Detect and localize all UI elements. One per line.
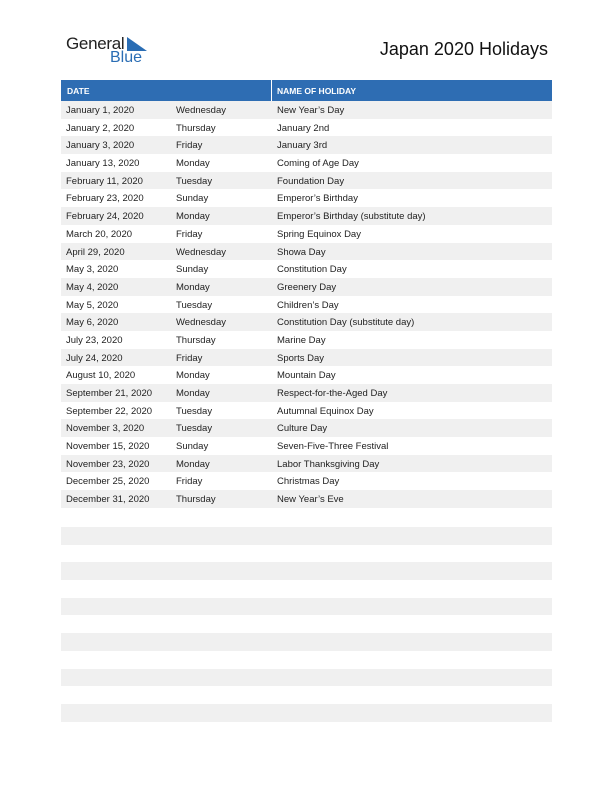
holiday-weekday: Monday: [176, 458, 210, 470]
holiday-date: November 23, 2020: [66, 458, 150, 470]
table-row: [61, 136, 552, 154]
holiday-weekday: Monday: [176, 388, 210, 399]
holiday-date: May 6, 2020: [66, 317, 119, 329]
holiday-weekday: Wednesday: [176, 246, 226, 258]
holiday-date: December 31, 2020: [66, 494, 150, 506]
holiday-weekday: Monday: [176, 370, 210, 382]
empty-row: [61, 651, 552, 669]
logo-word-blue: Blue: [110, 49, 143, 66]
holiday-name: Labor Thanksgiving Day: [277, 458, 380, 470]
empty-row: [61, 598, 552, 616]
empty-row: [61, 633, 552, 651]
holiday-date: July 24, 2020: [66, 352, 123, 364]
holiday-weekday: Tuesday: [176, 423, 213, 435]
holiday-name: Autumnal Equinox Day: [277, 405, 374, 417]
header-name-of-holiday: NAME OF HOLIDAY: [277, 86, 357, 96]
holiday-date: July 23, 2020: [66, 334, 123, 346]
table-row: [61, 154, 552, 172]
table-row: [61, 278, 552, 296]
holiday-date: January 3, 2020: [66, 140, 135, 152]
holiday-weekday: Wednesday: [176, 105, 226, 116]
holiday-name: Mountain Day: [277, 370, 336, 382]
holiday-date: April 29, 2020: [66, 246, 125, 258]
holiday-name: Respect-for-the-Aged Day: [277, 388, 388, 399]
table-header: [61, 80, 552, 101]
holiday-weekday: Monday: [176, 281, 210, 293]
holiday-date: March 20, 2020: [66, 228, 133, 240]
logo: [66, 34, 156, 68]
holiday-name: New Year’s Day: [277, 105, 345, 116]
empty-row: [61, 686, 552, 704]
holiday-weekday: Sunday: [176, 193, 209, 205]
holiday-weekday: Friday: [176, 140, 203, 152]
empty-row: [61, 580, 552, 598]
holiday-name: Culture Day: [277, 423, 328, 435]
table-body: [61, 101, 552, 508]
table-row: [61, 472, 552, 490]
holiday-name: Spring Equinox Day: [277, 228, 361, 240]
table-row: [61, 402, 552, 420]
holiday-weekday: Tuesday: [176, 175, 213, 187]
table-row: [61, 384, 552, 402]
table-row: [61, 437, 552, 455]
holiday-name: Marine Day: [277, 334, 326, 346]
holiday-weekday: Thursday: [176, 122, 216, 134]
holiday-name: Greenery Day: [277, 281, 337, 293]
table-row: [61, 419, 552, 437]
holiday-date: November 15, 2020: [66, 441, 150, 453]
table-row: [61, 119, 552, 137]
holiday-name: New Year’s Eve: [277, 494, 344, 506]
header-date: DATE: [67, 86, 90, 96]
holiday-weekday: Tuesday: [176, 299, 213, 311]
table-row: [61, 101, 552, 119]
table-row: [61, 189, 552, 207]
holiday-weekday: Monday: [176, 211, 210, 223]
holiday-date: November 3, 2020: [66, 423, 145, 435]
holiday-date: January 13, 2020: [66, 158, 140, 170]
page-title: Japan 2020 Holidays: [379, 39, 548, 59]
empty-row: [61, 704, 552, 722]
holiday-name: Coming of Age Day: [277, 158, 359, 170]
table-row: [61, 313, 552, 331]
holiday-weekday: Thursday: [176, 494, 216, 506]
empty-row: [61, 615, 552, 633]
table-row: [61, 349, 552, 367]
holiday-date: December 25, 2020: [66, 476, 150, 488]
empty-row: [61, 669, 552, 687]
table-row: [61, 490, 552, 508]
holiday-date: May 3, 2020: [66, 264, 119, 276]
table-row: [61, 331, 552, 349]
table-row: [61, 243, 552, 261]
holiday-weekday: Friday: [176, 352, 203, 364]
table-row: [61, 172, 552, 190]
holiday-name: Seven-Five-Three Festival: [277, 441, 389, 453]
holiday-weekday: Thursday: [176, 334, 216, 346]
holiday-name: Emperor’s Birthday: [277, 193, 358, 205]
table-row: [61, 296, 552, 314]
holiday-date: September 21, 2020: [66, 388, 153, 399]
holiday-name: January 2nd: [277, 122, 330, 134]
holiday-weekday: Wednesday: [176, 317, 226, 329]
empty-rows: [61, 527, 552, 722]
holiday-name: Sports Day: [277, 352, 324, 364]
holiday-name: Christmas Day: [277, 476, 340, 488]
holiday-date: May 5, 2020: [66, 299, 119, 311]
holiday-date: August 10, 2020: [66, 370, 136, 382]
holiday-date: February 23, 2020: [66, 193, 144, 205]
holiday-weekday: Friday: [176, 228, 203, 240]
holiday-name: Showa Day: [277, 246, 326, 258]
table-row: [61, 455, 552, 473]
holiday-date: February 11, 2020: [66, 175, 143, 187]
holiday-date: January 1, 2020: [66, 105, 135, 116]
table-row: [61, 260, 552, 278]
holiday-date: January 2, 2020: [66, 122, 135, 134]
holiday-name: Foundation Day: [277, 175, 345, 187]
holiday-date: September 22, 2020: [66, 405, 153, 417]
holiday-date: May 4, 2020: [66, 281, 119, 293]
holiday-name: Emperor’s Birthday (substitute day): [277, 211, 426, 223]
holiday-weekday: Friday: [176, 476, 203, 488]
empty-row: [61, 545, 552, 563]
holiday-date: February 24, 2020: [66, 211, 144, 223]
header-divider: [271, 80, 272, 101]
table-row: [61, 366, 552, 384]
holiday-name: Children’s Day: [277, 299, 339, 311]
holiday-table: [61, 80, 552, 508]
holiday-name: Constitution Day (substitute day): [277, 317, 415, 329]
logo-word-general: General: [66, 34, 125, 53]
holiday-weekday: Tuesday: [176, 405, 213, 417]
holiday-weekday: Sunday: [176, 441, 209, 453]
holiday-name: January 3rd: [277, 140, 328, 152]
table-row: [61, 225, 552, 243]
empty-row: [61, 562, 552, 580]
holiday-weekday: Monday: [176, 158, 210, 170]
empty-row: [61, 527, 552, 545]
table-row: [61, 207, 552, 225]
holiday-name: Constitution Day: [277, 264, 347, 276]
holiday-weekday: Sunday: [176, 264, 209, 276]
